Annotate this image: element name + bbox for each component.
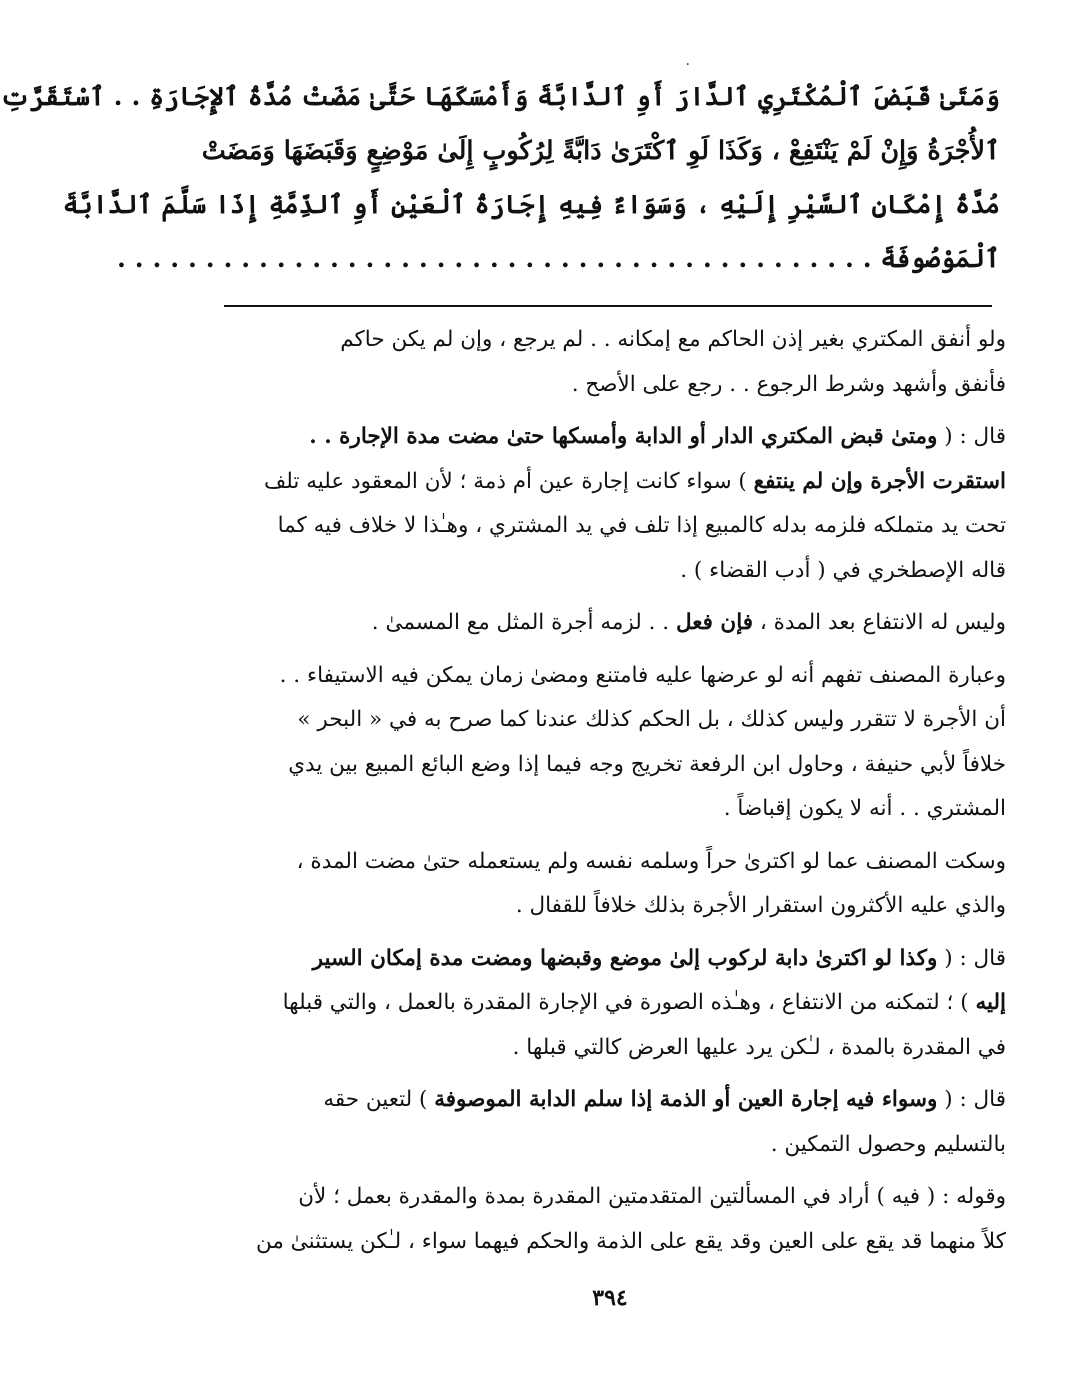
- paragraph: [218, 1078, 1006, 1167]
- text-line: [218, 460, 1006, 505]
- paragraph: [218, 1175, 1006, 1264]
- matn-quote: ومتىٰ قبض المكتري الدار أو الدابة وأمسكها حتىٰ مضت مدة الإجارة . .: [309, 424, 938, 449]
- text-line: تحت يد متملكه فلزمه بدله كالمبيع إذا تلف في يد المشتري ، وهـٰذا لا خلاف فيه كما: [277, 513, 1006, 538]
- text-line: خلافاً لأبي حنيفة ، وحاول ابن الرفعة تخريج وجه فيما إذا وضع البائع المبيع بين يدي: [288, 751, 1006, 777]
- matn-quote: وسواء فيه إجارة العين أو الذمة إذا سلم الدابة الموصوفة: [434, 1087, 938, 1112]
- matn-quote: وكذا لو اكترىٰ دابة لركوب إلىٰ موضع وقبضها ومضت مدة إمكان السير: [312, 945, 938, 971]
- paragraph: [218, 415, 1006, 593]
- page-number: ٣٩٤: [592, 1285, 628, 1311]
- text-line: المشتري . . أنه لا يكون إقباضاً .: [723, 796, 1006, 821]
- matn-line: ٱلْمَوْصُوفَةَ . . . . . . . . . . . . . . . . . . . . . . . . . . . . . . . . . . . . . . . . . . .: [116, 244, 1000, 274]
- text-line: بالتسليم وحصول التمكين .: [770, 1131, 1006, 1157]
- text-line: [218, 415, 1006, 460]
- text-line: فأنفق وأشهد وشرط الرجوع . . رجع على الأصح .: [571, 371, 1006, 397]
- paragraph: [218, 840, 1006, 929]
- section-divider: [224, 305, 992, 307]
- text-line: وعبارة المصنف تفهم أنه لو عرضها عليه فامتنع ومضىٰ زمان يمكن فيه الاستيفاء . .: [279, 662, 1006, 688]
- paragraph: [218, 937, 1006, 1071]
- matn-quote: إليه: [975, 990, 1006, 1015]
- commentary-text: ) لتعين حقه: [323, 1087, 435, 1112]
- text-line: أن الأجرة لا تتقرر وليس كذلك ، بل الحكم كذلك عندنا كما صرح به في « البحر »: [297, 707, 1006, 732]
- paragraph: [218, 318, 1006, 407]
- text-line: في المقدرة بالمدة ، لـٰكن يرد عليها العرض كالتي قبلها .: [512, 1034, 1006, 1060]
- matn-line: ٱلأُجْرَةُ وَإِنْ لَمْ يَنْتَفِعْ ، وَكَذَا لَوِ ٱكْتَرَىٰ دَابَّةً لِرُكُوبٍ إِلَىٰ مَوْضِعٍ وَقَبَضَهَا وَمَضَتْ: [201, 136, 1000, 166]
- matn-text-block: [0, 70, 1000, 286]
- text-line: [218, 937, 1006, 982]
- matn-line: مُدَّةُ إِمْكَانِ ٱلسَّيْرِ إِلَيْهِ ، وَسَوَاءٌ فِيهِ إِجَارَةُ ٱلْعَيْنِ أَوِ ٱلذِّمَّةِ إِذَا سَلَّمَ ٱلدَّابَّةَ: [62, 190, 1000, 220]
- text-line: قاله الإصطخري في ( أدب القضاء ) .: [680, 557, 1006, 583]
- qala-prefix: قال : (: [937, 945, 1006, 971]
- text-line: [218, 1078, 1006, 1123]
- paragraph: [218, 601, 1006, 646]
- commentary-text: ) ؛ لتمكنه من الانتفاع ، وهـٰذه الصورة في الإجارة المقدرة بالعمل ، والتي قبلها: [282, 990, 976, 1015]
- text-line: وقوله : ( فيه ) أراد في المسألتين المتقدمتين المقدرة بمدة والمقدرة بعمل ؛ لأن: [298, 1184, 1006, 1209]
- matn-quote: فإن فعل: [675, 610, 754, 635]
- commentary-text: ) سواء كانت إجارة عين أم ذمة ؛ لأن المعقود عليه تلف: [264, 468, 754, 494]
- matn-quote: استقرت الأجرة وإن لم ينتفع: [753, 468, 1006, 494]
- top-speck: ٠: [684, 56, 692, 72]
- commentary-block: [218, 318, 1006, 1272]
- commentary-text: . . لزمه أجرة المثل مع المسمىٰ .: [371, 610, 676, 635]
- qala-prefix: قال : (: [937, 424, 1006, 449]
- text-line: [218, 981, 1006, 1026]
- text-line: [218, 601, 1006, 646]
- paragraph: [218, 654, 1006, 832]
- text-line: كلاً منهما قد يقع على العين وقد يقع على الذمة والحكم فيهما سواء ، لـٰكن يستثنىٰ من: [255, 1228, 1006, 1254]
- text-line: وسكت المصنف عما لو اكترىٰ حراً وسلمه نفسه ولم يستعمله حتىٰ مضت المدة ،: [296, 848, 1006, 874]
- matn-line: وَمَتَىٰ قَبَضَ ٱلْمُكْتَرِي ٱلدَّارَ أَوِ ٱلدَّابَّةَ وَأَمْسَكَهَا حَتَّىٰ مَضَتْ مُدَّةُ ٱلإِجَارَةِ . . ٱسْتَقَرَّتِ: [0, 82, 1000, 112]
- text-line: والذي عليه الأكثرون استقرار الأجرة بذلك خلافاً للقفال .: [515, 893, 1006, 918]
- commentary-text: وليس له الانتفاع بعد المدة ،: [753, 610, 1006, 635]
- text-line: ولو أنفق المكتري بغير إذن الحاكم مع إمكانه . . لم يرجع ، وإن لم يكن حاكم: [340, 327, 1006, 352]
- qala-prefix: قال : (: [937, 1087, 1006, 1112]
